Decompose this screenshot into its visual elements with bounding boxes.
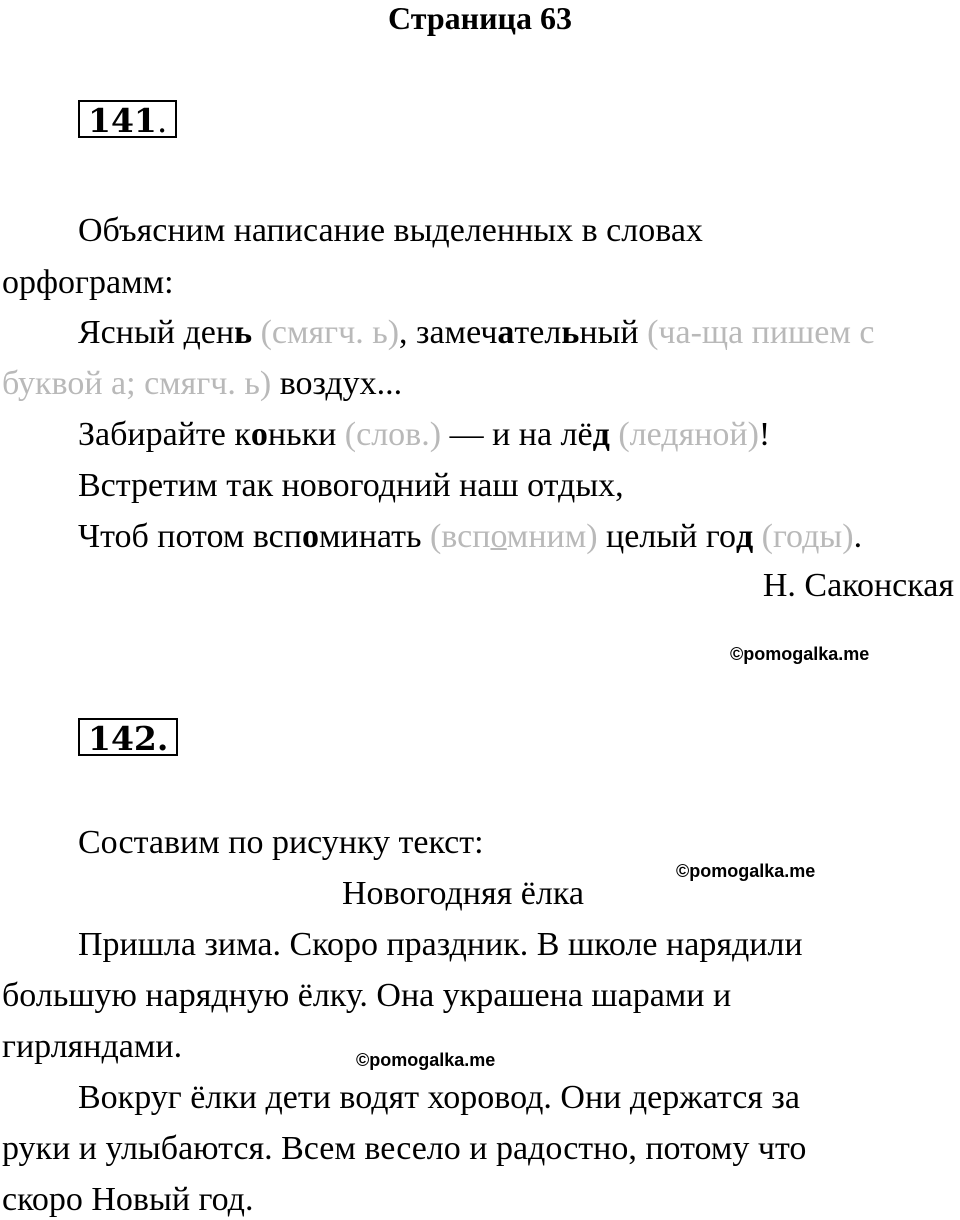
page-title: Страница 63 xyxy=(388,0,572,36)
poem-author: Н. Саконская xyxy=(762,567,954,604)
text: минать xyxy=(318,518,430,555)
hint-underlined: о xyxy=(490,518,507,555)
text: — и на лё xyxy=(441,416,593,453)
intro-line: орфограмм: xyxy=(2,264,174,301)
highlighted-letter: ь xyxy=(561,314,580,351)
text: Забирайте к xyxy=(78,416,251,453)
hint: мним) xyxy=(506,518,598,555)
poem-line xyxy=(78,313,874,353)
hint: ы) xyxy=(819,518,854,555)
hint: яной) xyxy=(678,416,759,453)
poem-line xyxy=(2,364,402,404)
hint: (ча-ща пишем с xyxy=(647,314,875,351)
intro-line: Объясним написание выделенных в словах xyxy=(78,212,703,249)
paragraph-line: гирляндами. xyxy=(2,1028,183,1065)
exercise-number-box xyxy=(78,718,178,756)
poem-line: Встретим так новогодний наш отдых, xyxy=(78,467,624,504)
highlighted-letter: д xyxy=(735,518,754,555)
exercise-number-box xyxy=(78,100,177,138)
hint: (смягч. ь) xyxy=(260,314,400,351)
text xyxy=(252,314,261,351)
paragraph-line: Вокруг ёлки дети водят хоровод. Они держатся за xyxy=(78,1079,800,1116)
highlighted-letter: а xyxy=(497,314,515,351)
exercise-dot: . xyxy=(156,101,168,140)
highlighted-letter: о xyxy=(250,416,268,453)
exercise-dot: . xyxy=(156,719,169,758)
text: , замеч xyxy=(399,314,498,351)
text: ный xyxy=(579,314,648,351)
hint: (ле xyxy=(618,416,662,453)
essay-title: Новогодняя ёлка xyxy=(342,875,584,912)
paragraph-line: руки и улыбаются. Всем весело и радостно, потому что xyxy=(2,1130,807,1167)
poem-line xyxy=(78,517,862,557)
highlighted-letter: ь xyxy=(234,314,253,351)
text: Чтоб потом всп xyxy=(78,518,302,555)
paragraph-line: Пришла зима. Скоро праздник. В школе нарядили xyxy=(78,926,803,963)
text: воздух... xyxy=(271,365,403,402)
text: целый го xyxy=(597,518,736,555)
poem-line xyxy=(78,415,770,455)
watermark: ©pomogalka.me xyxy=(676,861,816,881)
intro-line: Составим по рисунку текст: xyxy=(78,824,484,861)
text xyxy=(753,518,762,555)
exercise-number: 142 xyxy=(88,719,157,758)
text: . xyxy=(853,518,863,555)
hint-underlined: д xyxy=(661,416,679,453)
hint: буквой а; смягч. ь) xyxy=(2,365,272,402)
paragraph-line: большую нарядную ёлку. Она украшена шарами и xyxy=(2,977,732,1014)
text: Ясный ден xyxy=(78,314,235,351)
hint: (слов.) xyxy=(344,416,442,453)
hint-underlined: д xyxy=(802,518,820,555)
watermark: ©pomogalka.me xyxy=(730,644,870,664)
watermark: ©pomogalka.me xyxy=(356,1050,496,1070)
text: ! xyxy=(758,416,771,453)
text: ньки xyxy=(267,416,345,453)
highlighted-letter: о xyxy=(301,518,319,555)
hint: (го xyxy=(761,518,803,555)
highlighted-letter: д xyxy=(592,416,610,453)
paragraph-line: скоро Новый год. xyxy=(2,1181,254,1218)
text: тел xyxy=(514,314,562,351)
exercise-number: 141 xyxy=(88,101,157,140)
hint: (всп xyxy=(429,518,491,555)
